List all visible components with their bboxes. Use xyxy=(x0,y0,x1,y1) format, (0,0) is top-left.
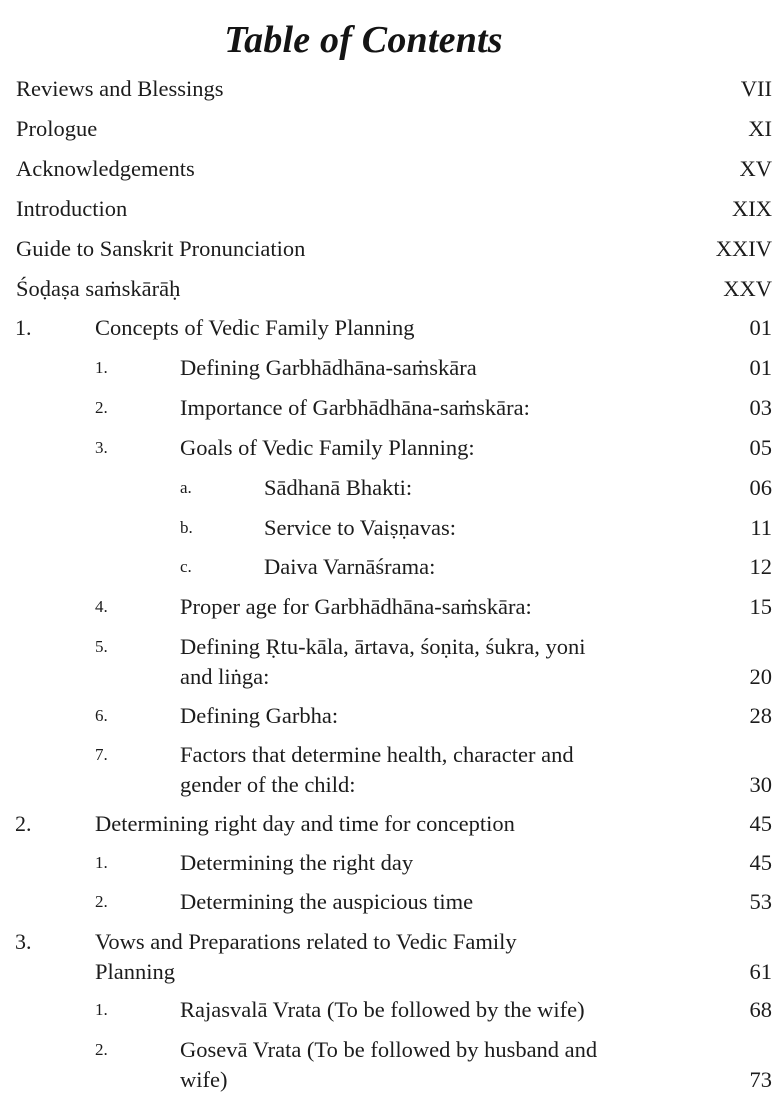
section-title: Goals of Vedic Family Planning: xyxy=(180,435,475,460)
section-title: Defining Garbha: xyxy=(180,703,339,728)
section-number: 2. xyxy=(95,892,108,911)
subsection-letter: a. xyxy=(180,478,192,497)
entry-page: XXV xyxy=(723,276,772,301)
entry-page: 01 xyxy=(749,315,772,340)
chapter-title-line-2: Planning xyxy=(95,959,176,984)
subsection-title: Service to Vaiṣṇavas: xyxy=(264,515,457,540)
chapter-number: 3. xyxy=(15,929,32,954)
entry-title: Śoḍaṣa saṁskārāḥ xyxy=(16,276,181,301)
entry-page: 73 xyxy=(749,1067,772,1092)
entry-title: Guide to Sanskrit Pronunciation xyxy=(16,236,306,261)
entry-page: XI xyxy=(748,116,772,141)
section-number: 4. xyxy=(95,597,108,616)
entry-page: 28 xyxy=(749,703,772,728)
entry-page: 68 xyxy=(749,997,772,1022)
chapter-title: Determining right day and time for conception xyxy=(95,811,515,836)
section-title-line-1: Defining Ṛtu-kāla, ārtava, śoṇita, śukra, yoni xyxy=(180,634,586,659)
subsection-letter: c. xyxy=(180,557,192,576)
subsection-letter: b. xyxy=(180,518,193,537)
entry-page: 20 xyxy=(749,664,772,689)
section-number: 7. xyxy=(95,745,108,764)
entry-page: 11 xyxy=(750,515,772,540)
entry-page: VII xyxy=(740,76,772,101)
chapter-number: 2. xyxy=(15,811,32,836)
section-title-line-1: Factors that determine health, character and xyxy=(180,742,574,767)
entry-page: 30 xyxy=(749,772,772,797)
section-title: Determining the right day xyxy=(180,850,414,875)
section-title: Rajasvalā Vrata (To be followed by the wife) xyxy=(180,997,585,1022)
entry-page: 12 xyxy=(749,554,772,579)
entry-page: 45 xyxy=(749,850,772,875)
chapter-title: Concepts of Vedic Family Planning xyxy=(95,315,415,340)
entry-title: Prologue xyxy=(16,116,98,141)
section-title xyxy=(180,632,586,692)
entry-page: 61 xyxy=(749,959,772,984)
entry-page: 15 xyxy=(749,594,772,619)
entry-page: 03 xyxy=(749,395,772,420)
entry-title: Introduction xyxy=(16,196,128,221)
page-title: Table of Contents xyxy=(224,19,503,61)
section-number: 6. xyxy=(95,706,108,725)
section-title-line-2: gender of the child: xyxy=(180,772,356,797)
entry-title: Reviews and Blessings xyxy=(16,76,224,101)
section-title-line-2: wife) xyxy=(180,1067,228,1092)
subsection-title: Sādhanā Bhakti: xyxy=(264,475,413,500)
section-number: 5. xyxy=(95,637,108,656)
entry-page: 53 xyxy=(749,889,772,914)
entry-page: 45 xyxy=(749,811,772,836)
chapter-title-line-1: Vows and Preparations related to Vedic Family xyxy=(95,929,517,954)
section-number: 2. xyxy=(95,398,108,417)
section-title: Determining the auspicious time xyxy=(180,889,474,914)
section-number: 1. xyxy=(95,358,108,377)
entry-page: XV xyxy=(739,156,772,181)
section-number: 1. xyxy=(95,853,108,872)
chapter-title xyxy=(95,927,517,987)
section-title xyxy=(180,740,574,800)
section-number: 2. xyxy=(95,1040,108,1059)
entry-page: XIX xyxy=(732,196,772,221)
entry-page: XXIV xyxy=(715,236,772,261)
section-title-line-1: Gosevā Vrata (To be followed by husband and xyxy=(180,1037,598,1062)
section-title: Importance of Garbhādhāna-saṁskāra: xyxy=(180,395,530,420)
section-title: Proper age for Garbhādhāna-saṁskāra: xyxy=(180,594,532,619)
section-number: 3. xyxy=(95,438,108,457)
entry-page: 06 xyxy=(749,475,772,500)
section-number: 1. xyxy=(95,1000,108,1019)
section-title-line-2: and liṅga: xyxy=(180,664,270,689)
entry-page: 01 xyxy=(749,355,772,380)
chapter-number: 1. xyxy=(15,315,32,340)
section-title: Defining Garbhādhāna-saṁskāra xyxy=(180,355,477,380)
subsection-title: Daiva Varnāśrama: xyxy=(264,554,436,579)
section-title xyxy=(180,1035,597,1095)
entry-page: 05 xyxy=(749,435,772,460)
entry-title: Acknowledgements xyxy=(16,156,195,181)
